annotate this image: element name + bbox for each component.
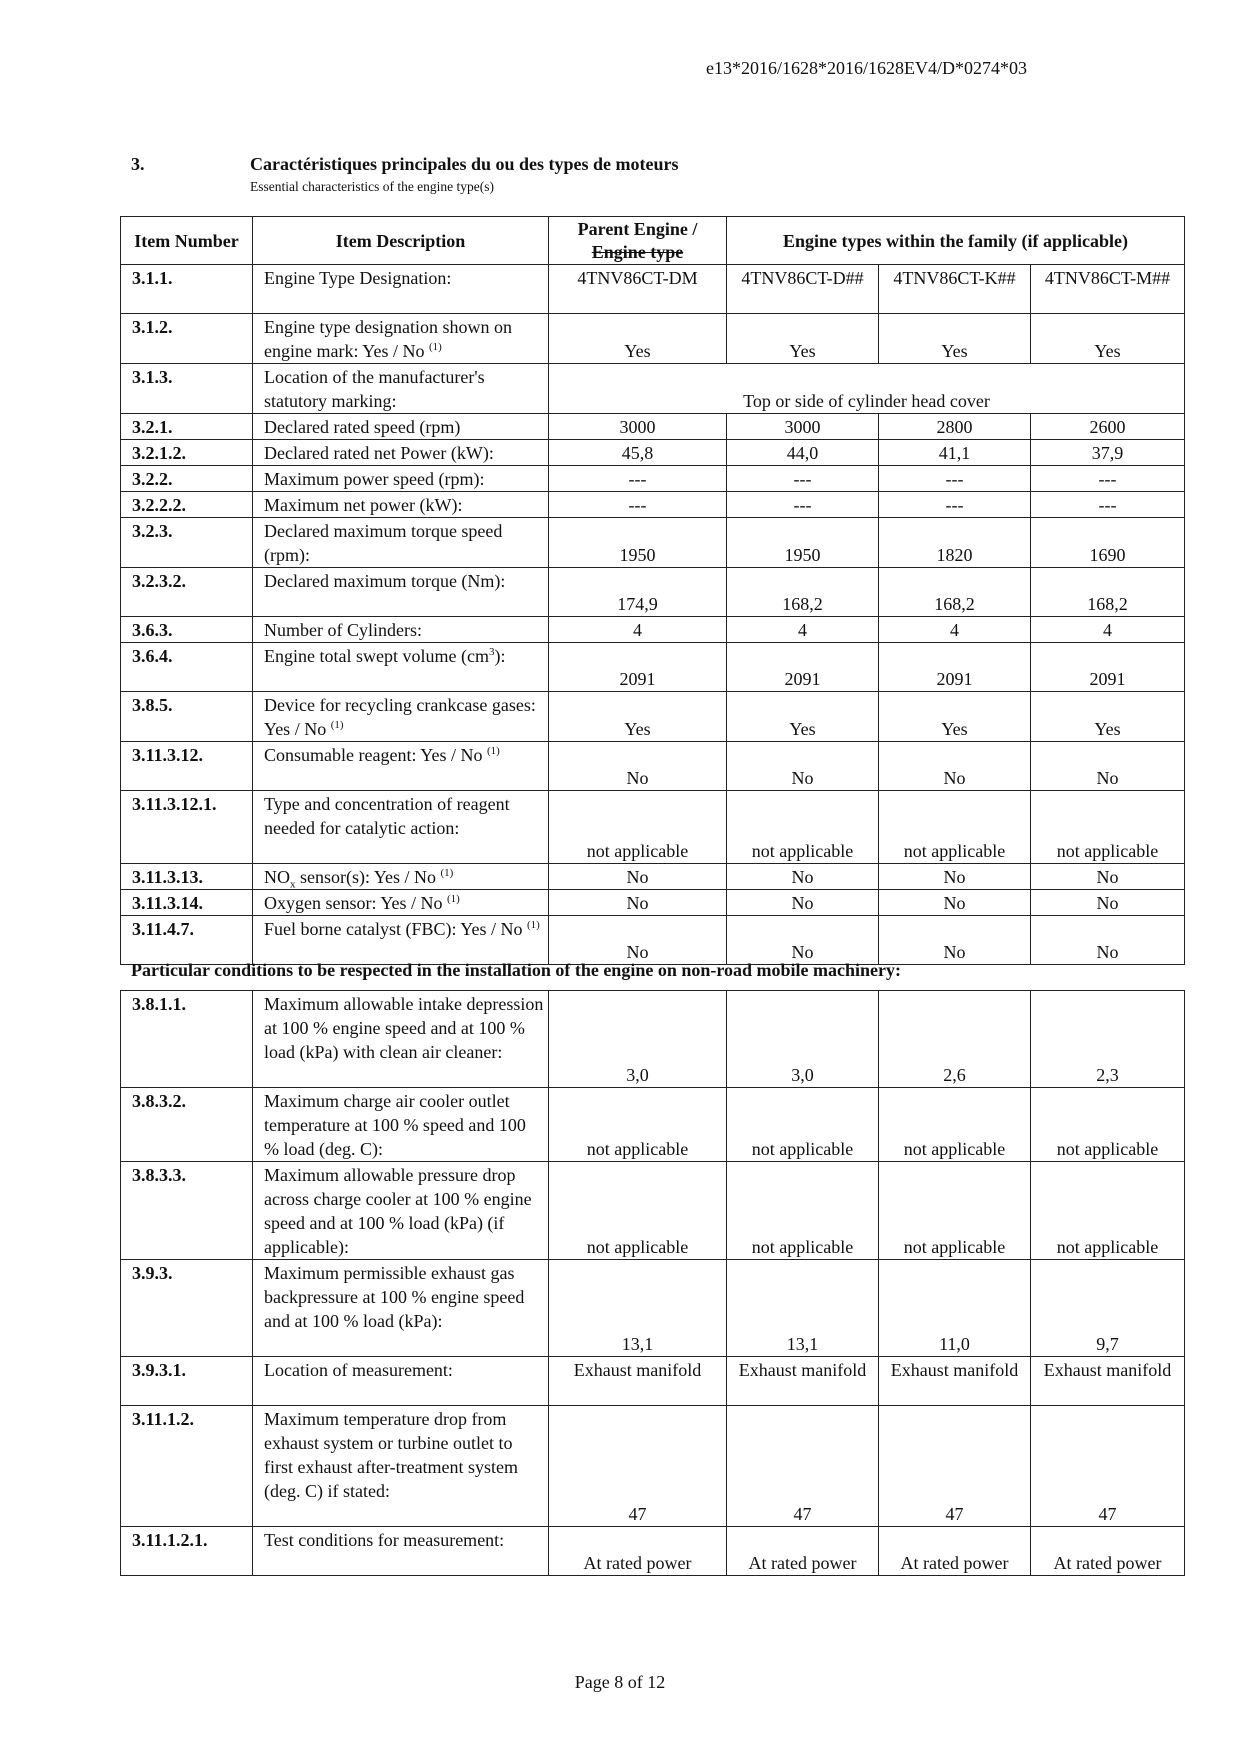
item-description <box>253 692 549 742</box>
item-description: Maximum temperature drop from exhaust system or turbine outlet to first exhaust after-treatment system (deg. C) if stated: <box>253 1406 549 1527</box>
table-row <box>121 265 1185 314</box>
parent-value: 13,1 <box>549 1260 727 1357</box>
family-value: 2091 <box>879 643 1031 692</box>
section-number: 3. <box>131 154 145 174</box>
family-value: Yes <box>879 314 1031 364</box>
footnote-marker: (1) <box>429 341 442 353</box>
parent-value: No <box>549 742 727 791</box>
family-value: Yes <box>1031 692 1185 742</box>
section-subtitle: Essential characteristics of the engine type(s) <box>250 179 495 194</box>
item-description: Maximum power speed (rpm): <box>253 466 549 492</box>
family-value: 168,2 <box>1031 568 1185 617</box>
table-row <box>121 617 1185 643</box>
table-row <box>121 364 1185 414</box>
family-value: No <box>879 742 1031 791</box>
header-item-description: Item Description <box>253 217 549 265</box>
parent-value: 1950 <box>549 518 727 568</box>
parent-value: 3,0 <box>549 991 727 1088</box>
family-value: At rated power <box>879 1527 1031 1576</box>
item-number: 3.8.3.2. <box>121 1088 253 1162</box>
parent-value: At rated power <box>549 1527 727 1576</box>
parent-value: No <box>549 864 727 890</box>
item-description: Declared maximum torque speed (rpm): <box>253 518 549 568</box>
item-description <box>253 742 549 791</box>
item-description-text: ): <box>494 646 506 666</box>
item-description-text: sensor(s): Yes / No <box>295 867 437 887</box>
table-row <box>121 742 1185 791</box>
family-value: --- <box>727 466 879 492</box>
family-value: not applicable <box>727 791 879 864</box>
table-row <box>121 314 1185 364</box>
footnote-marker: (1) <box>447 893 460 905</box>
header-engine-type-struck: Engine type <box>591 242 684 262</box>
parent-value: not applicable <box>549 1162 727 1260</box>
table-row <box>121 791 1185 864</box>
header-parent-engine-label: Parent Engine / <box>577 219 698 239</box>
family-value: not applicable <box>1031 791 1185 864</box>
marking-location-value: Top or side of cylinder head cover <box>549 364 1185 414</box>
table-row <box>121 991 1185 1088</box>
family-value: No <box>727 864 879 890</box>
family-value: --- <box>879 466 1031 492</box>
item-description: Declared rated speed (rpm) <box>253 414 549 440</box>
item-number: 3.1.1. <box>121 265 253 314</box>
family-value: At rated power <box>1031 1527 1185 1576</box>
family-value: 47 <box>879 1406 1031 1527</box>
family-value: No <box>1031 916 1185 965</box>
family-value: No <box>879 864 1031 890</box>
family-value: 2,6 <box>879 991 1031 1088</box>
subscript: x <box>290 878 296 891</box>
table-row <box>121 890 1185 916</box>
family-value: 1820 <box>879 518 1031 568</box>
header-parent-engine <box>549 217 727 265</box>
document-reference: e13*2016/1628*2016/1628EV4/D*0274*03 <box>706 58 1027 78</box>
parent-value: not applicable <box>549 1088 727 1162</box>
section-title: Caractéristiques principales du ou des types de moteurs <box>250 154 679 174</box>
installation-conditions-table <box>120 990 1185 1576</box>
family-value: 4 <box>727 617 879 643</box>
item-number: 3.2.3. <box>121 518 253 568</box>
table-row <box>121 1527 1185 1576</box>
family-value: 3000 <box>727 414 879 440</box>
family-value: not applicable <box>1031 1088 1185 1162</box>
item-description <box>253 890 549 916</box>
table-row <box>121 518 1185 568</box>
table-header-row <box>121 217 1185 265</box>
parent-value: 4 <box>549 617 727 643</box>
item-number: 3.2.2. <box>121 466 253 492</box>
item-description-text: Device for recycling crankcase gases: Yes / No <box>264 695 536 739</box>
parent-value: --- <box>549 466 727 492</box>
parent-value: 174,9 <box>549 568 727 617</box>
family-value: No <box>727 916 879 965</box>
family-value: not applicable <box>879 1162 1031 1260</box>
item-description-text: Consumable reagent: Yes / No <box>264 745 483 765</box>
family-value: --- <box>727 492 879 518</box>
item-number: 3.11.4.7. <box>121 916 253 965</box>
item-description: Number of Cylinders: <box>253 617 549 643</box>
page-footer: Page 8 of 12 <box>574 1672 666 1692</box>
item-description: Test conditions for measurement: <box>253 1527 549 1576</box>
table-row <box>121 568 1185 617</box>
family-value: 4 <box>879 617 1031 643</box>
family-value: Exhaust manifold <box>727 1357 879 1406</box>
item-number: 3.6.4. <box>121 643 253 692</box>
item-number: 3.9.3. <box>121 1260 253 1357</box>
family-value: --- <box>1031 466 1185 492</box>
family-value: No <box>1031 742 1185 791</box>
parent-value: Exhaust manifold <box>549 1357 727 1406</box>
table-row <box>121 916 1185 965</box>
item-number: 3.2.2.2. <box>121 492 253 518</box>
family-value: At rated power <box>727 1527 879 1576</box>
family-value: 1690 <box>1031 518 1185 568</box>
family-value: 47 <box>727 1406 879 1527</box>
family-value: Yes <box>727 314 879 364</box>
parent-value: No <box>549 916 727 965</box>
table-row <box>121 1406 1185 1527</box>
family-value: Yes <box>727 692 879 742</box>
item-description-text: NO <box>264 867 290 887</box>
item-description: Declared rated net Power (kW): <box>253 440 549 466</box>
parent-value: 4TNV86CT-DM <box>549 265 727 314</box>
item-number: 3.9.3.1. <box>121 1357 253 1406</box>
family-value: No <box>879 916 1031 965</box>
table-row <box>121 692 1185 742</box>
family-value: not applicable <box>879 1088 1031 1162</box>
item-description: Maximum allowable intake depression at 100 % engine speed and at 100 % load (kPa) with clean air cleaner: <box>253 991 549 1088</box>
item-number: 3.2.1. <box>121 414 253 440</box>
family-value: 44,0 <box>727 440 879 466</box>
family-value: 168,2 <box>727 568 879 617</box>
family-value: Exhaust manifold <box>879 1357 1031 1406</box>
item-number: 3.8.3.3. <box>121 1162 253 1260</box>
item-description: Maximum allowable pressure drop across charge cooler at 100 % engine speed and at 100 % load (kPa) (if applicable): <box>253 1162 549 1260</box>
family-value: No <box>1031 864 1185 890</box>
family-value: 37,9 <box>1031 440 1185 466</box>
item-description <box>253 314 549 364</box>
parent-value: --- <box>549 492 727 518</box>
parent-value: 45,8 <box>549 440 727 466</box>
item-description: Engine Type Designation: <box>253 265 549 314</box>
family-value: not applicable <box>727 1088 879 1162</box>
item-description <box>253 864 549 890</box>
family-value: 4TNV86CT-D## <box>727 265 879 314</box>
item-description: Maximum charge air cooler outlet temperature at 100 % speed and 100 % load (deg. C): <box>253 1088 549 1162</box>
table-row <box>121 864 1185 890</box>
table-row <box>121 1088 1185 1162</box>
superscript: 3 <box>488 646 495 658</box>
item-description: Maximum permissible exhaust gas backpressure at 100 % engine speed and at 100 % load (kPa): <box>253 1260 549 1357</box>
footnote-marker: (1) <box>486 745 500 757</box>
parent-value: 47 <box>549 1406 727 1527</box>
item-number: 3.2.1.2. <box>121 440 253 466</box>
family-value: not applicable <box>879 791 1031 864</box>
header-item-number: Item Number <box>121 217 253 265</box>
parent-value: 3000 <box>549 414 727 440</box>
family-value: Yes <box>1031 314 1185 364</box>
family-value: 1950 <box>727 518 879 568</box>
item-number: 3.8.5. <box>121 692 253 742</box>
family-value: 2800 <box>879 414 1031 440</box>
family-value: 47 <box>1031 1406 1185 1527</box>
table-row <box>121 414 1185 440</box>
footnote-marker: (1) <box>527 919 540 931</box>
item-description: Location of the manufacturer's statutory marking: <box>253 364 549 414</box>
item-description-text: Engine total swept volume (cm <box>264 646 489 666</box>
item-number: 3.1.2. <box>121 314 253 364</box>
family-value: not applicable <box>1031 1162 1185 1260</box>
family-value: 2091 <box>1031 643 1185 692</box>
item-number: 3.1.3. <box>121 364 253 414</box>
table-row <box>121 1357 1185 1406</box>
item-number: 3.11.1.2.1. <box>121 1527 253 1576</box>
family-value: No <box>727 890 879 916</box>
footnote-marker: (1) <box>330 719 344 731</box>
footnote-marker: (1) <box>440 867 454 879</box>
header-family: Engine types within the family (if applicable) <box>727 217 1185 265</box>
item-number: 3.11.3.12. <box>121 742 253 791</box>
family-value: 4TNV86CT-M## <box>1031 265 1185 314</box>
parent-value: No <box>549 890 727 916</box>
item-number: 3.11.1.2. <box>121 1406 253 1527</box>
table-row <box>121 1260 1185 1357</box>
table-row <box>121 466 1185 492</box>
item-number: 3.11.3.12.1. <box>121 791 253 864</box>
item-description: Location of measurement: <box>253 1357 549 1406</box>
family-value: 4TNV86CT-K## <box>879 265 1031 314</box>
family-value: 13,1 <box>727 1260 879 1357</box>
item-description-text: Fuel borne catalyst (FBC): Yes / No <box>264 919 523 939</box>
family-value: 4 <box>1031 617 1185 643</box>
family-value: No <box>879 890 1031 916</box>
item-number: 3.6.3. <box>121 617 253 643</box>
family-value: Exhaust manifold <box>1031 1357 1185 1406</box>
item-description-text: Oxygen sensor: Yes / No <box>264 893 443 913</box>
parent-value: Yes <box>549 314 727 364</box>
family-value: 11,0 <box>879 1260 1031 1357</box>
item-description <box>253 643 549 692</box>
family-value: 2091 <box>727 643 879 692</box>
family-value: 168,2 <box>879 568 1031 617</box>
engine-characteristics-table <box>120 216 1185 965</box>
item-description <box>253 916 549 965</box>
table-row <box>121 492 1185 518</box>
family-value: 3,0 <box>727 991 879 1088</box>
family-value: No <box>1031 890 1185 916</box>
parent-value: Yes <box>549 692 727 742</box>
item-number: 3.2.3.2. <box>121 568 253 617</box>
table-row <box>121 440 1185 466</box>
parent-value: not applicable <box>549 791 727 864</box>
family-value: --- <box>1031 492 1185 518</box>
item-number: 3.11.3.14. <box>121 890 253 916</box>
family-value: 41,1 <box>879 440 1031 466</box>
item-number: 3.8.1.1. <box>121 991 253 1088</box>
family-value: 2600 <box>1031 414 1185 440</box>
item-description: Declared maximum torque (Nm): <box>253 568 549 617</box>
parent-value: 2091 <box>549 643 727 692</box>
family-value: --- <box>879 492 1031 518</box>
item-description-text: Engine type designation shown on engine mark: Yes / No <box>264 317 512 361</box>
item-description: Type and concentration of reagent needed for catalytic action: <box>253 791 549 864</box>
family-value: 9,7 <box>1031 1260 1185 1357</box>
family-value: 2,3 <box>1031 991 1185 1088</box>
family-value: Yes <box>879 692 1031 742</box>
installation-conditions-heading: Particular conditions to be respected in the installation of the engine on non-road mobile machinery: <box>131 960 901 980</box>
table-row <box>121 643 1185 692</box>
table-row <box>121 1162 1185 1260</box>
family-value: not applicable <box>727 1162 879 1260</box>
item-number: 3.11.3.13. <box>121 864 253 890</box>
item-description: Maximum net power (kW): <box>253 492 549 518</box>
family-value: No <box>727 742 879 791</box>
